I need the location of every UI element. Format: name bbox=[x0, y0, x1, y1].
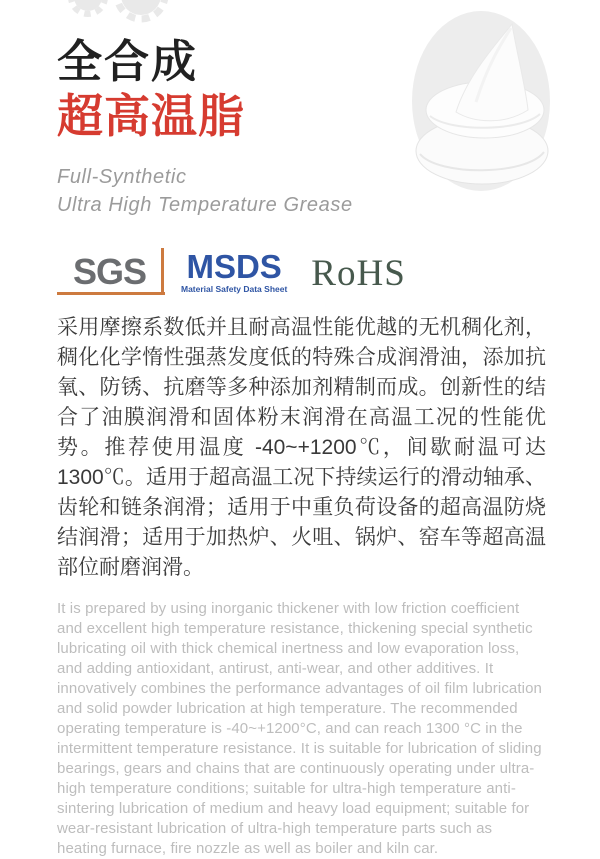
subtitle-line2: Ultra High Temperature Grease bbox=[57, 194, 353, 217]
sgs-vertical-line bbox=[161, 248, 164, 295]
sgs-logo bbox=[57, 243, 165, 297]
msds-sublabel: Material Safety Data Sheet bbox=[181, 284, 288, 295]
certification-logos bbox=[57, 241, 546, 297]
sgs-underline bbox=[57, 292, 165, 295]
gear-icons bbox=[55, 0, 195, 32]
title-cn-red: 超高温脂 bbox=[57, 89, 245, 142]
subtitle-line1: Full-Synthetic bbox=[57, 165, 187, 188]
title-cn-black: 全合成 bbox=[57, 36, 199, 87]
msds-label: MSDS bbox=[186, 248, 282, 286]
msds-logo bbox=[181, 248, 288, 297]
description-chinese: 采用摩擦系数低并且耐高温性能优越的无机稠化剂，稠化化学惰性强蒸发度低的特殊合成润滑油，添加抗氧、防锈、抗磨等多种添加剂精制而成。创新性的结合了油膜润滑和固体粉末润滑在高温工况的性能优势。推荐使用温度 -40~+1200℃，间歇耐温可达 1300℃。适用于超高温工况下持续运行的滑动轴承、齿轮和链条润滑；适用于中重负荷设备的超高温防烧结润滑；适用于加热炉、火咀、锅炉、窑车等超高温部位耐磨润滑。 bbox=[57, 316, 546, 580]
rohs-logo: RoHS bbox=[311, 253, 406, 295]
description-english: It is prepared by using inorganic thickener with low friction coefficient and excellent high temperature resistance, thickening special synthetic lubricating oil with thick chemical inertness and low evaporation loss, and adding antioxidant, antirust, anti-wear, and other additives. It innovatively combines the performance advantages of oil film lubrication and solid powder lubrication at high temperature. The recommended operating temperature is -40~+1200°C, and can reach 1300 °C in the intermittent temperature resistance. It is suitable for lubrication of sliding bearings, gears and chains that are continuously operating under ultra-high temperature conditions; suitable for ultra-high temperature anti-sintering lubrication of medium and heavy load equipment; suitable for wear-resistant lubrication of ultra-high temperature parts such as heating furnace, fire nozzle as well as boiler and kiln car. bbox=[57, 600, 542, 858]
grease-swirl-photo bbox=[398, 4, 568, 200]
sgs-label: SGS bbox=[73, 251, 147, 293]
